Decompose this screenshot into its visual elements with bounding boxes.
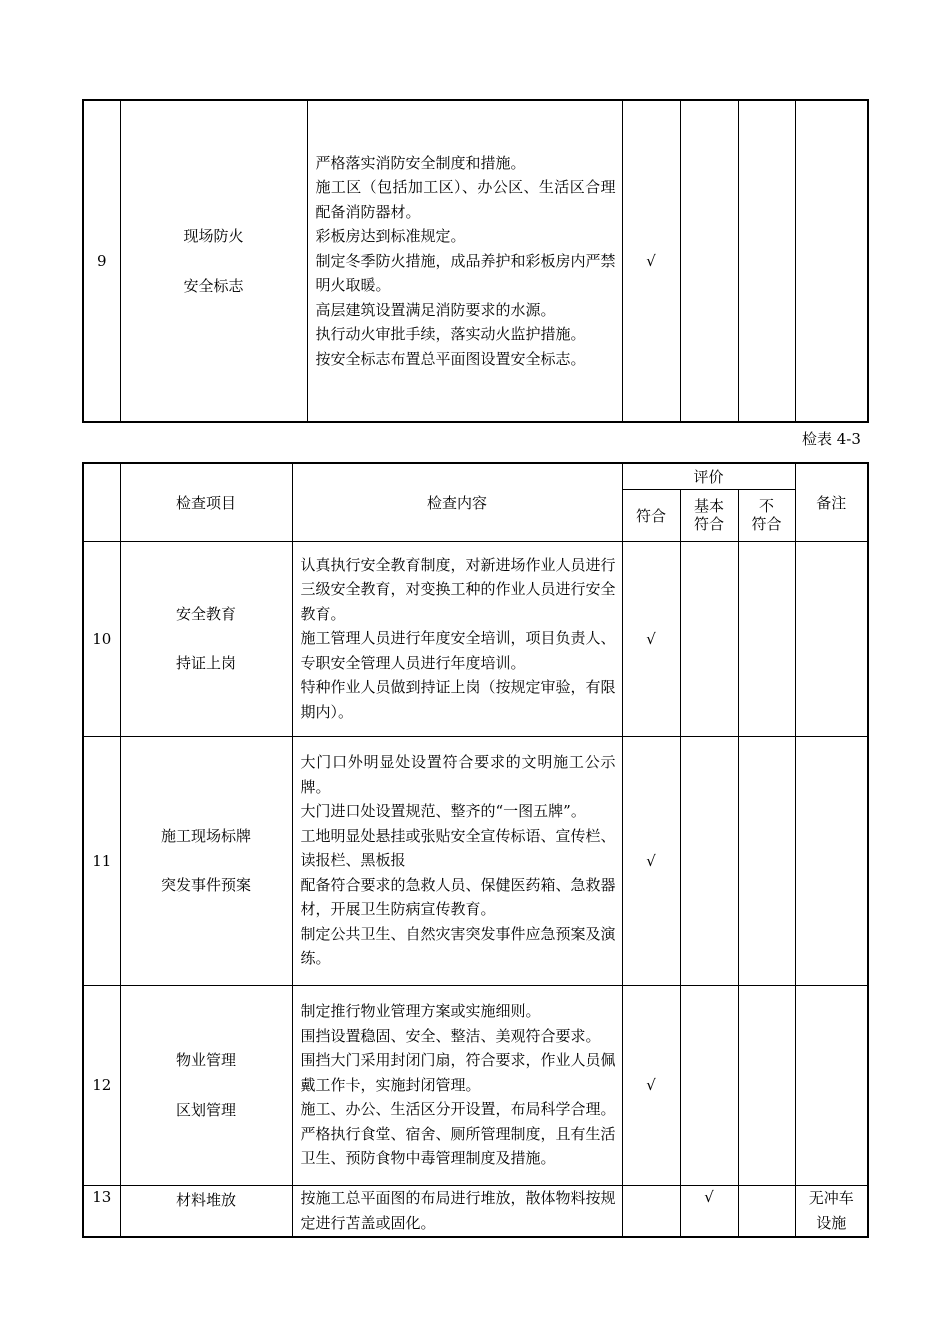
check-item-line: 材料堆放	[175, 1190, 236, 1209]
eval-fuhe-cell: √	[622, 541, 680, 736]
content-line: 制定推行物业管理方案或实施细则。	[300, 1002, 541, 1021]
eval-jiben-cell	[680, 541, 738, 736]
check-item-line: 现场防火	[183, 227, 244, 245]
eval-fuhe-cell: √	[622, 100, 680, 422]
table-row	[83, 541, 868, 736]
content-line: 制定冬季防火措施，成品养护和彩板房内严禁明火取暖。	[315, 251, 616, 295]
content-line: 严格执行食堂、宿舍、厕所管理制度，且有生活卫生、预防食物中毒管理制度及措施。	[300, 1124, 616, 1168]
check-item	[120, 1185, 292, 1237]
content-line: 高层建筑设置满足消防要求的水源。	[315, 300, 556, 319]
table-row	[83, 1185, 868, 1237]
eval-bufuhe-cell	[738, 985, 795, 1185]
header-row	[83, 463, 868, 489]
header-evaluation: 评价	[622, 463, 795, 489]
table-row	[83, 100, 868, 422]
eval-fuhe-cell	[622, 1185, 680, 1237]
row-number: 11	[83, 736, 120, 985]
header-check-content: 检查内容	[292, 463, 622, 541]
remark-cell	[795, 541, 868, 736]
content-line: 施工、办公、生活区分开设置，布局科学合理。	[300, 1100, 616, 1119]
header-remark: 备注	[795, 463, 868, 541]
check-item-line: 安全标志	[183, 276, 244, 295]
check-content	[292, 1185, 622, 1237]
content-line: 制定公共卫生、自然灾害突发事件应急预案及演练。	[300, 924, 616, 968]
table-row	[83, 985, 868, 1185]
eval-fuhe-cell: √	[622, 736, 680, 985]
inspection-table-4-3	[82, 462, 869, 1238]
check-item	[120, 100, 307, 422]
content-line: 严格落实消防安全制度和措施。	[315, 153, 526, 172]
remark-cell	[795, 985, 868, 1185]
eval-bufuhe-cell	[738, 541, 795, 736]
check-content	[292, 541, 622, 736]
check-item-line: 施工现场标牌	[160, 826, 251, 845]
remark-cell	[795, 736, 868, 985]
row-number: 10	[83, 541, 120, 736]
check-item	[120, 736, 292, 985]
content-line: 彩板房达到标准规定。	[315, 227, 466, 246]
header-jiben-fuhe: 基本 符合	[680, 489, 738, 541]
inspection-table-continued	[82, 99, 869, 423]
check-item-line: 持证上岗	[175, 654, 236, 672]
content-line: 大门口外明显处设置符合要求的文明施工公示牌。	[300, 753, 616, 796]
check-item-line: 区划管理	[175, 1100, 236, 1119]
content-line: 按施工总平面图的布局进行堆放，散体物料按规定进行苫盖或固化。	[300, 1189, 616, 1232]
content-line: 施工管理人员进行年度安全培训，项目负责人、专职安全管理人员进行年度培训。	[300, 629, 616, 672]
row-number: 12	[83, 985, 120, 1185]
check-item	[120, 985, 292, 1185]
check-item-line: 安全教育	[175, 604, 236, 623]
check-content	[307, 100, 622, 422]
row-number: 13	[83, 1185, 120, 1237]
header-check-item: 检查项目	[120, 463, 292, 541]
content-line: 围挡设置稳固、安全、整洁、美观符合要求。	[300, 1026, 601, 1045]
check-item-line: 突发事件预案	[160, 876, 251, 894]
table-caption: 检表 4-3	[802, 430, 861, 448]
header-number-cell	[83, 463, 120, 541]
content-line: 执行动火审批手续，落实动火监护措施。	[315, 325, 586, 344]
eval-jiben-cell	[680, 985, 738, 1185]
remark-cell	[795, 100, 868, 422]
content-line: 围挡大门采用封闭门扇，符合要求，作业人员佩戴工作卡，实施封闭管理。	[300, 1051, 616, 1094]
table-row	[83, 736, 868, 985]
remark-cell: 无冲车设施	[795, 1185, 868, 1237]
check-item-line: 物业管理	[175, 1051, 236, 1069]
header-bufuhe: 不 符合	[738, 489, 795, 541]
content-line: 施工区（包括加工区）、办公区、生活区合理配备消防器材。	[315, 178, 616, 221]
content-line: 认真执行安全教育制度，对新进场作业人员进行三级安全教育，对变换工种的作业人员进行安全教育。	[300, 555, 616, 623]
content-line: 按安全标志布置总平面图设置安全标志。	[315, 349, 586, 368]
eval-fuhe-cell: √	[622, 985, 680, 1185]
eval-jiben-cell: √	[680, 1185, 738, 1237]
check-content	[292, 985, 622, 1185]
eval-bufuhe-cell	[738, 736, 795, 985]
check-content	[292, 736, 622, 985]
content-line: 大门进口处设置规范、整齐的“一图五牌”。	[300, 802, 586, 821]
header-fuhe: 符合	[622, 489, 680, 541]
check-item	[120, 541, 292, 736]
content-line: 配备符合要求的急救人员、保健医药箱、急救器材，开展卫生防病宣传教育。	[300, 875, 616, 919]
eval-jiben-cell	[680, 100, 738, 422]
eval-bufuhe-cell	[738, 1185, 795, 1237]
eval-jiben-cell	[680, 736, 738, 985]
eval-bufuhe-cell	[738, 100, 795, 422]
content-line: 特种作业人员做到持证上岗（按规定审验，有限期内）。	[300, 678, 616, 721]
content-line: 工地明显处悬挂或张贴安全宣传标语、宣传栏、读报栏、黑板报	[300, 826, 616, 870]
row-number: 9	[83, 100, 120, 422]
